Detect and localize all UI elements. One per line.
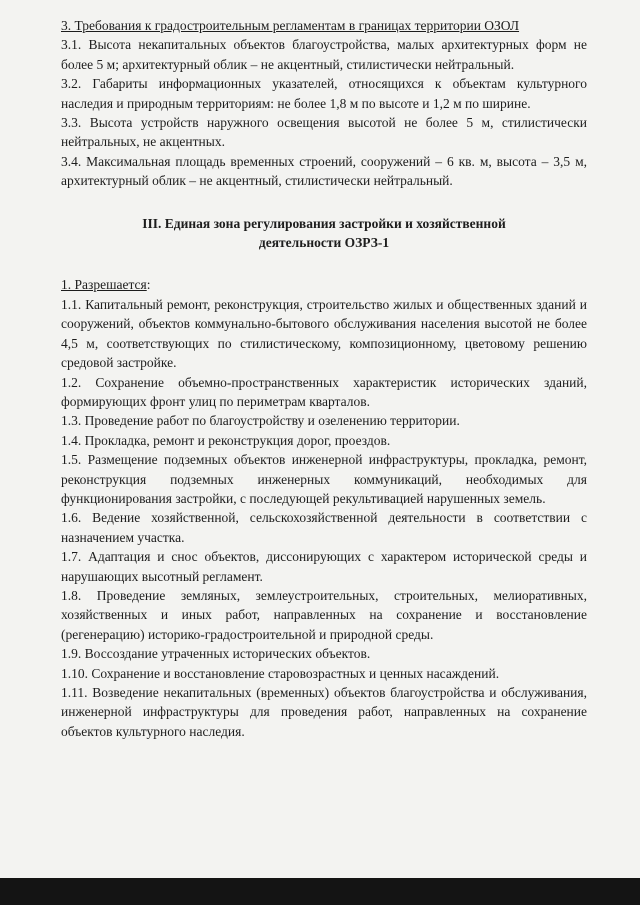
item-1-6: 1.6. Ведение хозяйственной, сельскохозяйственной деятельности в соответствии с назначением участка.: [61, 510, 587, 545]
item-1-11: 1.11. Возведение некапитальных (временных) объектов благоустройства и обслуживания, инженерной инфраструктуры для проведения работ, направленных на сохранение объектов культурного наследия.: [61, 685, 587, 739]
item-1-4: 1.4. Прокладка, ремонт и реконструкция дорог, проездов.: [61, 432, 391, 448]
item-1-8: 1.8. Проведение земляных, землеустроительных, строительных, мелиоративных, хозяйственных и иных работ, направленных на сохранение и восстановление (регенерацию) историко-градостроительной и природной среды.: [61, 587, 587, 642]
item-1-10: 1.10. Сохранение и восстановление старовозрастных и ценных насаждений.: [61, 665, 500, 681]
item-1-7: 1.7. Адаптация и снос объектов, диссонирующих с характером исторической среды и нарушающих высотный регламент.: [61, 549, 587, 584]
section-3-heading: [61, 16, 587, 35]
subsection-1-heading: [61, 275, 587, 294]
item-1-3: 1.3. Проведение работ по благоустройству и озеленению территории.: [61, 413, 460, 429]
section-iii-title-line2: деятельности ОЗРЗ-1: [258, 235, 390, 251]
item-3-3: 3.3. Высота устройств наружного освещения высотой не более 5 м, стилистически нейтральных, не акцентных.: [61, 115, 587, 150]
subsection-1-heading-colon: :: [146, 277, 151, 293]
item-1-2: 1.2. Сохранение объемно-пространственных характеристик исторических зданий, формирующих фронт улиц по периметрам кварталов.: [61, 374, 587, 409]
item-3-1: 3.1. Высота некапитальных объектов благоустройства, малых архитектурных форм не более 5 м; архитектурный облик – не акцентный, стилистически нейтральный.: [61, 37, 587, 72]
document-content: [61, 16, 587, 741]
item-1-5: 1.5. Размещение подземных объектов инженерной инфраструктуры, прокладка, ремонт, реконструкция подземных инженерных коммуникаций, необходимых для функционирования застройки, с последующей рекультивацией нарушенных земель.: [61, 452, 587, 506]
item-3-4: 3.4. Максимальная площадь временных строений, сооружений – 6 кв. м, высота – 3,5 м, архитектурный облик – не акцентный, стилистически нейтральный.: [61, 153, 587, 189]
scan-bottom-edge: [0, 878, 640, 905]
item-1-9: 1.9. Воссоздание утраченных исторических объектов.: [61, 646, 371, 662]
subsection-1-heading-text: 1. Разрешается: [61, 277, 147, 293]
item-1-1: 1.1. Капитальный ремонт, реконструкция, строительство жилых и общественных зданий и сооружений, объектов коммунально-бытового обслуживания населения высотой не более 4,5 м, соответствующих по стилистическому, композиционному, цветовому решению средовой застройке.: [61, 296, 587, 371]
item-3-2: 3.2. Габариты информационных указателей, относящихся к объектам культурного наследия и природным территориям: не более 1,8 м по высоте и 1,2 м по ширине.: [61, 76, 587, 111]
section-iii-title-line1: III. Единая зона регулирования застройки и хозяйственной: [142, 215, 506, 231]
section-iii-title: [61, 214, 587, 253]
section-3-heading-text: 3. Требования к градостроительным регламентам в границах территории ОЗОЛ: [61, 18, 520, 33]
